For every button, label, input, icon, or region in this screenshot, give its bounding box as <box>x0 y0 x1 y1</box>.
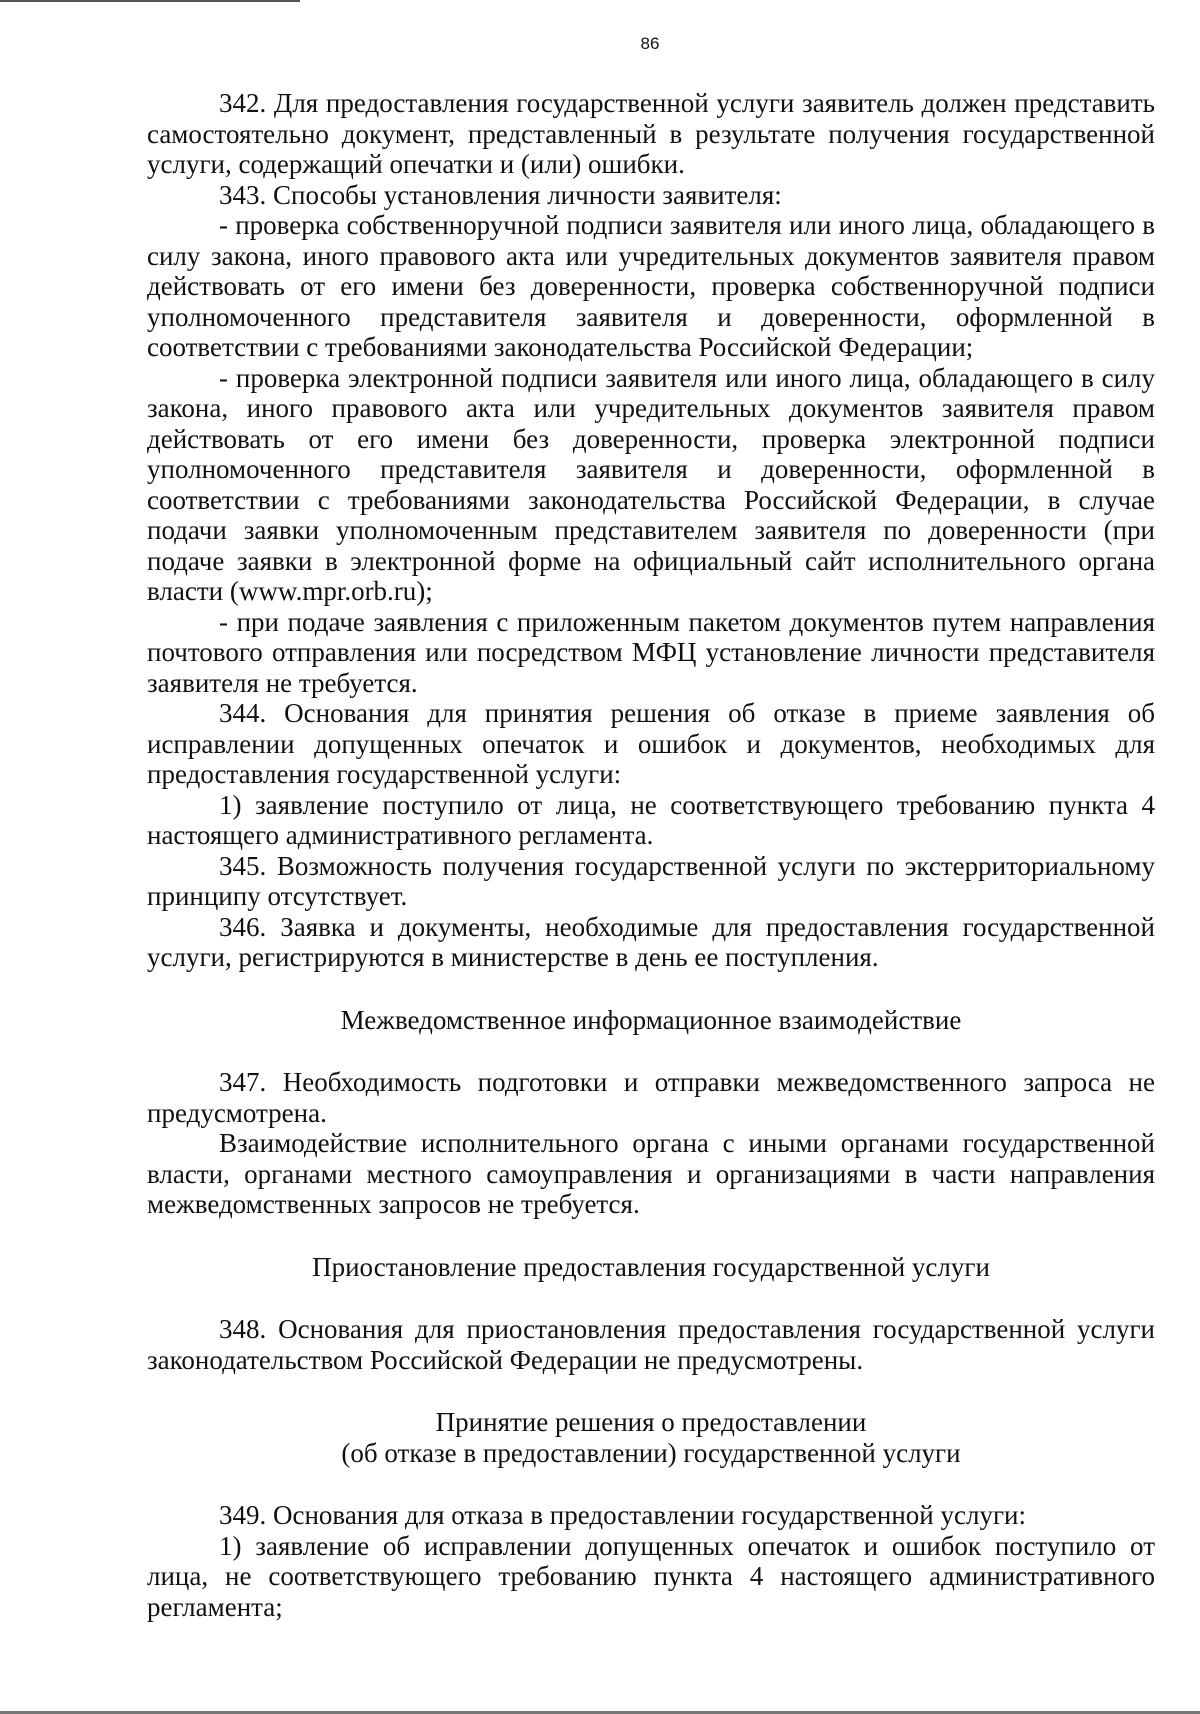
spacer <box>147 1468 1155 1500</box>
spacer <box>147 1220 1155 1252</box>
spacer <box>147 1282 1155 1314</box>
paragraph-343: 343. Способы установления личности заявителя: <box>219 179 782 210</box>
paragraph-343-item-3: - при подаче заявления с приложенным пакетом документов путем направления почтового отправления или посредством МФЦ установление личности представителя заявителя не требуется. <box>147 606 1155 698</box>
paragraph-345: 345. Возможность получения государственной услуги по экстерриториальному принципу отсутствует. <box>147 850 1155 911</box>
paragraph-343-item-2: - проверка электронной подписи заявителя или иного лица, обладающего в силу закона, иного правового акта или учредительных документов заявителя правом действовать от его имени без доверенности, проверка электронной подписи уполномоченного представителя заявителя и доверенности, оформленной в соответствии с требованиями законодательства Российской Федерации, в случае подачи заявки уполномоченным представителем заявителя по доверенности (при подаче заявки в электронной форме на официальный сайт исполнительного органа власти (www.mpr.orb.ru); <box>147 362 1155 606</box>
spacer <box>147 1035 1155 1067</box>
paragraph-346: 346. Заявка и документы, необходимые для предоставления государственной услуги, регистрируются в министерстве в день ее поступления. <box>147 911 1155 972</box>
paragraph-342: 342. Для предоставления государственной услуги заявитель должен представить самостоятельно документ, представленный в результате получения государственной услуги, содержащий опечатки и (или) ошибки. <box>147 88 1155 179</box>
paragraph-344-item-1: 1) заявление поступило от лица, не соответствующего требованию пункта 4 настоящего административного регламента. <box>147 789 1155 850</box>
spacer <box>147 1375 1155 1407</box>
section-heading-suspension: Приостановление предоставления государственной услуги <box>312 1251 990 1282</box>
document-body <box>147 88 1155 1622</box>
paragraph-344: 344. Основания для принятия решения об отказе в приеме заявления об исправлении допущенных опечаток и ошибок и документов, необходимых для предоставления государственной услуги: <box>147 698 1155 789</box>
page-number: 86 <box>640 34 660 53</box>
section-heading-interagency: Межведомственное информационное взаимодействие <box>340 1004 962 1035</box>
section-heading-decision-line-1: Принятие решения о предоставлении <box>435 1407 867 1437</box>
section-heading-decision-line-2: (об отказе в предоставлении) государственной услуги <box>341 1437 961 1468</box>
paragraph-347-cont: Взаимодействие исполнительного органа с иными органами государственной власти, органами местного самоуправления и организациями в части направления межведомственных запросов не требуется. <box>147 1128 1155 1219</box>
paragraph-348: 348. Основания для приостановления предоставления государственной услуги законодательством Российской Федерации не предусмотрены. <box>147 1314 1155 1375</box>
paragraph-349-item-1: 1) заявление об исправлении допущенных опечаток и ошибок поступило от лица, не соответствующего требованию пункта 4 настоящего административного регламента; <box>147 1530 1155 1622</box>
spacer <box>147 973 1155 1005</box>
scan-edge-top <box>0 0 300 2</box>
paragraph-347: 347. Необходимость подготовки и отправки межведомственного запроса не предусмотрена. <box>147 1067 1155 1128</box>
paragraph-343-item-1: - проверка собственноручной подписи заявителя или иного лица, обладающего в силу закона, иного правового акта или учредительных документов заявителя правом действовать от его имени без доверенности, проверка собственноручной подписи уполномоченного представителя заявителя и доверенности, оформленной в соответствии с требованиями законодательства Российской Федерации; <box>147 210 1155 362</box>
paragraph-349: 349. Основания для отказа в предоставлении государственной услуги: <box>219 1500 1026 1530</box>
